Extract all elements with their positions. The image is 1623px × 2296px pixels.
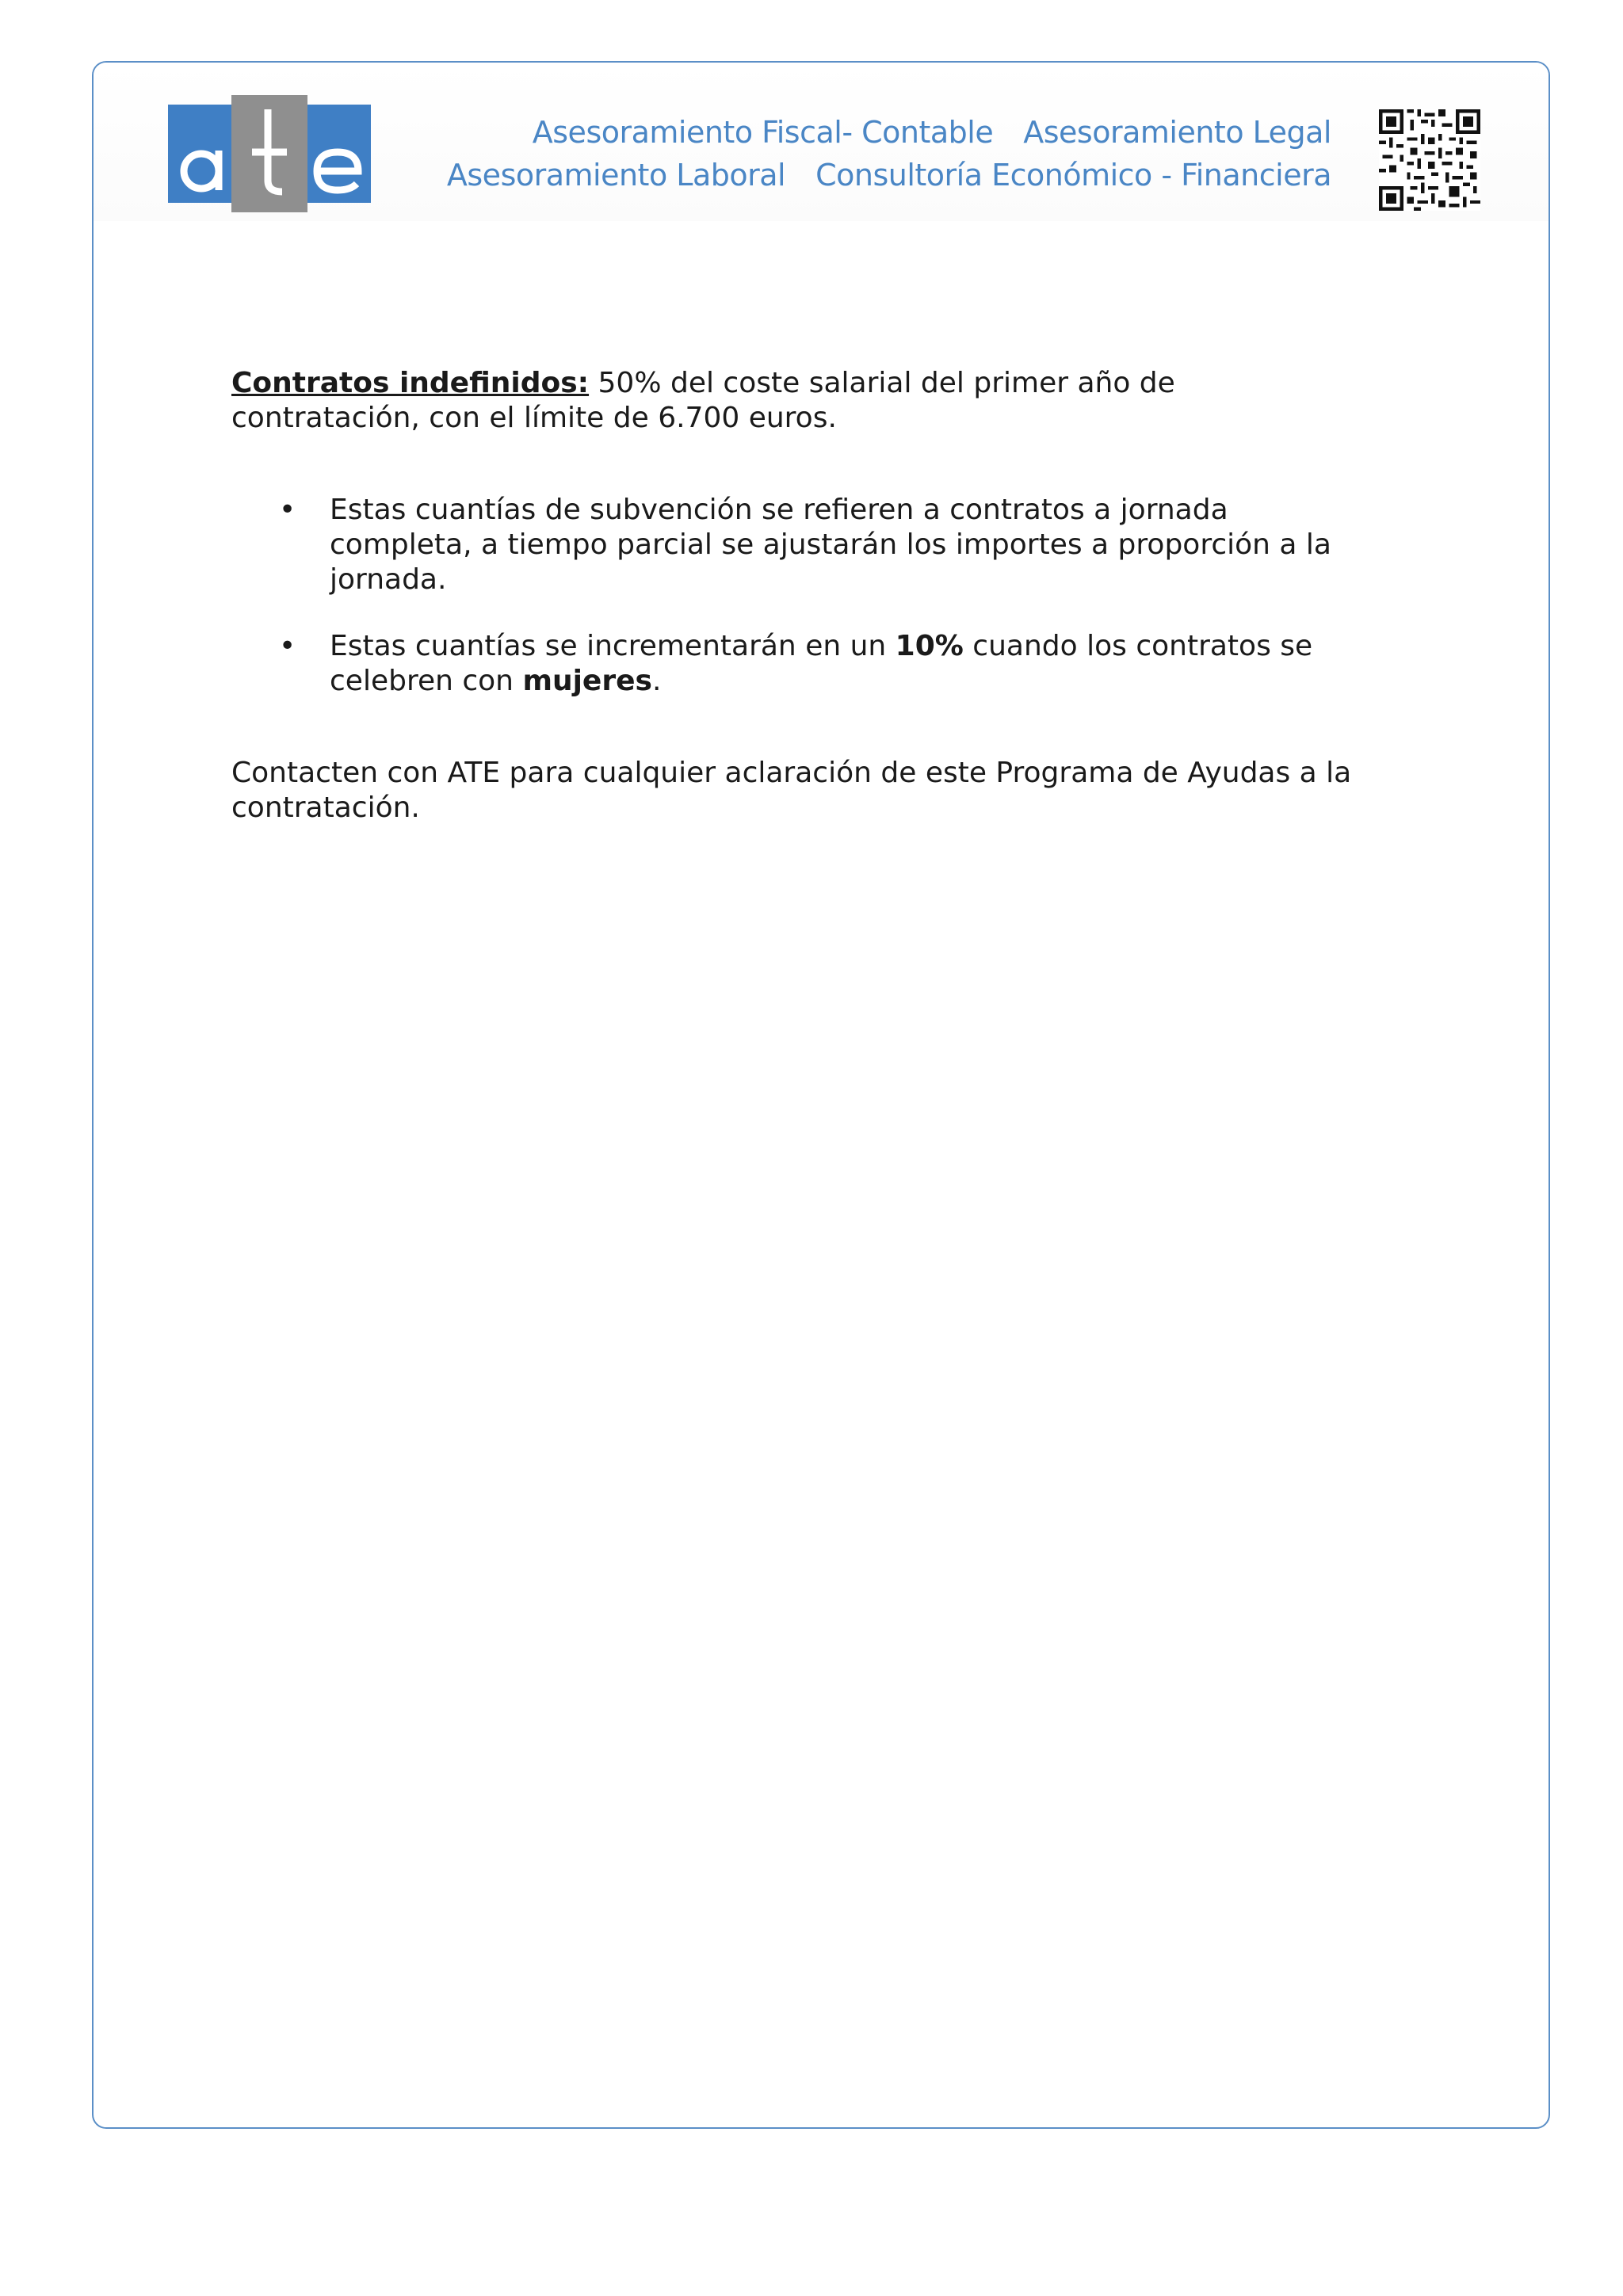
bullet-text: Estas cuantías de subvención se refieren a contratos a jornada completa, a tiempo parcial se ajustarán los importes a proporción a la jornada. bbox=[330, 494, 1331, 596]
bullet-icon: • bbox=[279, 630, 296, 662]
services-tagline bbox=[447, 111, 1331, 196]
list-item bbox=[231, 493, 1373, 597]
bullet-text-end: . bbox=[651, 665, 662, 697]
bullet-icon: • bbox=[279, 494, 296, 526]
service-laboral: Asesoramiento Laboral bbox=[446, 158, 786, 193]
service-legal: Asesoramiento Legal bbox=[1023, 115, 1331, 150]
service-financiera: Consultoría Económico - Financiera bbox=[815, 158, 1331, 193]
ate-logo bbox=[166, 95, 372, 212]
lead-label: Contratos indefinidos: bbox=[231, 367, 590, 399]
document-body bbox=[231, 366, 1373, 826]
list-item bbox=[231, 629, 1373, 699]
bullet-percent: 10% bbox=[895, 630, 964, 662]
qr-code-icon bbox=[1379, 109, 1480, 211]
lead-paragraph bbox=[231, 366, 1373, 436]
bullet-emphasis: mujeres bbox=[522, 665, 652, 697]
closing-paragraph: Contacten con ATE para cualquier aclaración de este Programa de Ayudas a la contratación. bbox=[231, 757, 1352, 824]
bullet-text-mid: cuando los contratos se celebren con bbox=[330, 630, 1313, 697]
bullet-list bbox=[231, 493, 1373, 699]
service-fiscal: Asesoramiento Fiscal- Contable bbox=[532, 115, 994, 150]
lead-text: 50% del coste salarial del primer año de contratación, con el límite de 6.700 euros. bbox=[231, 367, 1175, 434]
bullet-text-pre: Estas cuantías se incrementarán en un bbox=[330, 630, 896, 662]
